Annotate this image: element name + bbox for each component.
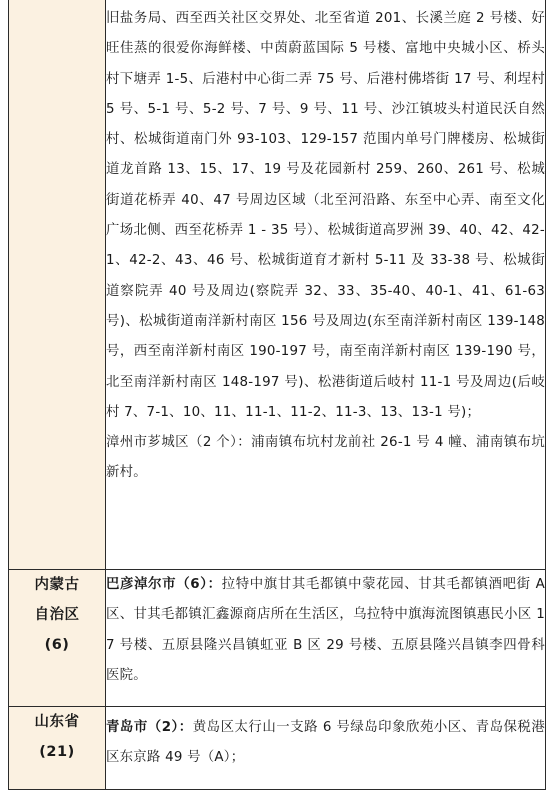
table-row [9, 707, 546, 790]
area-text: 漳州市芗城区（2 个）：浦南镇布坑村龙前社 26-1 号 4 幢、浦南镇布坑新村。 [106, 435, 545, 481]
province-cell [9, 570, 106, 707]
city-label: 巴彦淖尔市（6）： [106, 577, 222, 592]
areas-cell [106, 570, 546, 707]
province-cell [9, 0, 106, 570]
area-paragraph [106, 713, 545, 774]
province-name-line: 山东省 [34, 714, 80, 730]
area-paragraph [106, 428, 545, 489]
table-row [9, 0, 546, 570]
areas-cell [106, 707, 546, 790]
province-name-line: 自治区 [34, 607, 80, 623]
areas-cell [106, 0, 546, 570]
area-text: 拉特中旗甘其毛都镇中蒙花园、甘其毛都镇酒吧街 A 区、甘其毛都镇汇鑫源商店所在生活区，乌拉特中旗海流图镇惠民小区 17 号楼、五原县隆兴昌镇虹亚 B 区 29 号楼、五原县隆兴昌镇李四骨科医院。 [106, 577, 545, 683]
province-count: (21) [39, 744, 75, 760]
area-text: 黄岛区太行山一支路 6 号绿岛印象欣苑小区、青岛保税港区东京路 49 号（A）； [106, 720, 546, 766]
risk-area-table [8, 0, 546, 790]
province-cell [9, 707, 106, 790]
city-label: 青岛市（2）： [106, 720, 193, 735]
table-row [9, 570, 546, 707]
area-paragraph [106, 570, 545, 691]
area-text: 旧盐务局、西至西关社区交界处、北至省道 201、长溪兰庭 2 号楼、好旺佳蒸的很爱你海鲜楼、中茵蔚蓝国际 5 号楼、富地中央城小区、桥头村下塘弄 1-5、后港村中心街二弄 75 号、后港村佛塔街 17 号、利埕村 5 号、5-1 号、5-2 号、7 号、9 号、11 号、沙江镇坡头村道民沃自然村、松城街道南门外 93-103、129-157 范围内单号门牌楼房、松城街道龙首路 13、15、17、19 号及花园新村 259、260、261 号、松城街道花桥弄 40、47 号周边区域（北至河沿路、东至中心弄、南至文化广场北侧、西至花桥弄 1 - 35 号）、松城街道高罗洲 39、40、42、42-1、42-2、43、46 号、松城街道育才新村 5-11 及 33-38 号、松城街道察院弄 40 号及周边(察院弄 32、33、35-40、40-1、41、61-63 号)、松城街道南洋新村南区 156 号及周边(东至南洋新村南区 139-148 号，西至南洋新村南区 190-197 号，南至南洋新村南区 139-190 号，北至南洋新村南区 148-197 号)、松港街道后岐村 11-1 号及周边(后岐村 7、7-1、10、11、11-1、11-2、11-3、13、13-1 号)； [106, 11, 545, 420]
area-paragraph [106, 4, 545, 428]
province-name-line: 内蒙古 [34, 577, 80, 593]
province-count: (6) [44, 637, 70, 653]
